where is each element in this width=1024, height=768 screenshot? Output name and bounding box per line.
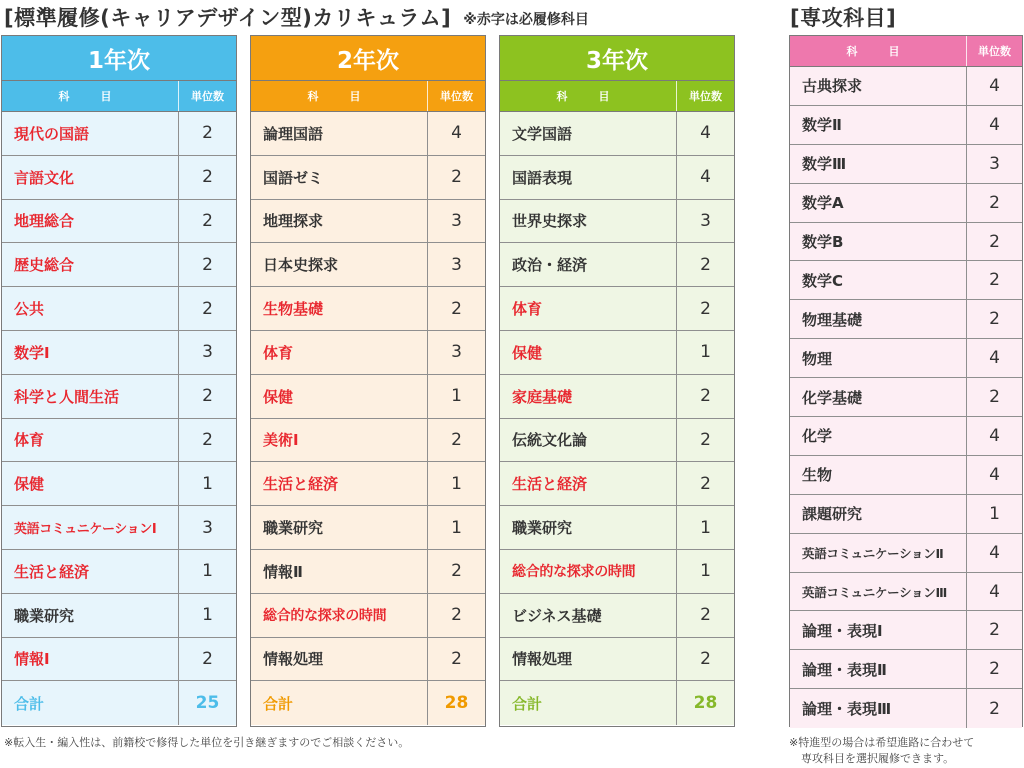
table-row (500, 200, 734, 244)
unit-count: 1 (676, 331, 734, 374)
subject-name: 日本史探求 (263, 256, 339, 275)
subject-name: 家庭基礎 (512, 387, 573, 406)
subject-name: 論理・表現Ⅰ (802, 621, 883, 640)
table-row (2, 287, 236, 331)
table-row (500, 243, 734, 287)
unit-count: 2 (966, 650, 1022, 688)
subject-name: 公共 (14, 300, 45, 319)
total-units: 28 (427, 681, 485, 725)
unit-count: 2 (178, 156, 236, 199)
unit-count: 4 (966, 573, 1022, 611)
subject-name: 文学国語 (512, 124, 573, 143)
table-row (251, 112, 485, 156)
subject-column-header: 科 目 (846, 45, 910, 58)
unit-count: 2 (178, 375, 236, 418)
table-row (790, 145, 1022, 184)
subject-name: ビジネス基礎 (512, 606, 602, 625)
elective-heading (790, 2, 896, 32)
subject-name: 言語文化 (14, 168, 75, 187)
table-row (790, 573, 1022, 612)
year3-rows (500, 112, 734, 725)
table-row (2, 200, 236, 244)
unit-count: 1 (966, 495, 1022, 533)
table-row (500, 419, 734, 463)
subject-name: 世界史探求 (512, 212, 588, 231)
table-row (2, 156, 236, 200)
unit-count: 2 (427, 287, 485, 330)
table-row (790, 261, 1022, 300)
unit-count: 2 (966, 261, 1022, 299)
subject-name: 総合的な探求の時間 (512, 564, 636, 581)
table-row (251, 156, 485, 200)
unit-count: 2 (676, 419, 734, 462)
table-row (790, 417, 1022, 456)
unit-count: 1 (676, 506, 734, 549)
unit-count: 4 (966, 417, 1022, 455)
subject-name: 生活と経済 (14, 562, 90, 581)
subject-name: 地理探求 (263, 212, 324, 231)
subject-name: 数学C (802, 271, 844, 290)
subject-name: 保健 (263, 387, 294, 406)
subject-name: 数学Ⅲ (802, 155, 847, 174)
table-row (790, 611, 1022, 650)
subject-name: 科学と人間生活 (14, 387, 120, 406)
year3-table (499, 35, 735, 727)
unit-count: 3 (427, 200, 485, 243)
subject-name: 化学 (802, 427, 833, 446)
unit-count: 2 (676, 638, 734, 681)
table-row (790, 456, 1022, 495)
table-row (251, 243, 485, 287)
subject-name: 論理・表現Ⅱ (802, 660, 887, 679)
subject-name: 生活と経済 (512, 475, 588, 494)
unit-count: 3 (427, 331, 485, 374)
table-row (500, 375, 734, 419)
subject-name: 論理・表現Ⅲ (802, 700, 892, 719)
subject-name: 体育 (263, 343, 294, 362)
unit-count: 1 (178, 594, 236, 637)
unit-count: 2 (966, 300, 1022, 338)
unit-count: 2 (427, 419, 485, 462)
unit-count: 4 (966, 534, 1022, 572)
table-row (500, 156, 734, 200)
subject-name: 職業研究 (14, 606, 75, 625)
table-row (2, 594, 236, 638)
subject-name: 情報Ⅰ (14, 650, 50, 669)
table-row (2, 375, 236, 419)
unit-count: 2 (966, 689, 1022, 728)
subject-name: 生物 (802, 466, 833, 485)
subject-name: 職業研究 (512, 519, 573, 538)
subject-name: 体育 (512, 300, 543, 319)
table-row (251, 462, 485, 506)
unit-count: 2 (178, 419, 236, 462)
total-row (500, 681, 734, 725)
unit-count: 2 (427, 594, 485, 637)
unit-count: 2 (676, 243, 734, 286)
unit-count: 2 (966, 184, 1022, 222)
subject-name: 体育 (14, 431, 45, 450)
table-row (500, 331, 734, 375)
subject-name: 物理 (802, 349, 833, 368)
subject-name: 国語ゼミ (263, 168, 324, 187)
subject-name: 英語コミュニケーションⅡ (802, 545, 944, 561)
unit-count: 1 (178, 462, 236, 505)
table-row (2, 243, 236, 287)
total-row (251, 681, 485, 725)
elective-footnote-line2: 専攻科目を選択履修できます。 (801, 752, 955, 765)
unit-count: 3 (178, 506, 236, 549)
subject-name: 数学Ⅱ (802, 116, 842, 135)
subject-name: 情報Ⅱ (263, 562, 303, 581)
unit-count: 2 (966, 223, 1022, 261)
subject-name: 情報処理 (263, 650, 324, 669)
unit-count: 2 (427, 638, 485, 681)
subject-name: 美術Ⅰ (263, 431, 299, 450)
table-row (500, 594, 734, 638)
subject-name: 英語コミュニケーションⅠ (14, 522, 157, 538)
total-units: 25 (178, 681, 236, 725)
transfer-footnote: ※転入生・編入性は、前籍校で修得した単位を引き継ぎますのでご相談ください。 (4, 736, 410, 749)
column-header (2, 81, 236, 112)
table-row (251, 287, 485, 331)
table-row (790, 650, 1022, 689)
table-row (251, 550, 485, 594)
total-units: 28 (676, 681, 734, 725)
unit-count: 4 (966, 67, 1022, 105)
table-row (500, 112, 734, 156)
total-row (2, 681, 236, 725)
year-title: 1年次 (2, 36, 236, 81)
table-row (251, 638, 485, 682)
unit-count: 2 (676, 462, 734, 505)
unit-count: 2 (427, 156, 485, 199)
year1-rows (2, 112, 236, 725)
table-row (500, 638, 734, 682)
unit-count: 2 (178, 243, 236, 286)
table-row (2, 419, 236, 463)
unit-count: 2 (178, 287, 236, 330)
unit-count: 3 (676, 200, 734, 243)
unit-count: 3 (178, 331, 236, 374)
page-title: [標準履修(キャリアデザイン型)カリキュラム] (4, 6, 452, 30)
table-row (500, 287, 734, 331)
subject-name: 地理総合 (14, 212, 75, 231)
unit-count: 1 (676, 550, 734, 593)
total-label: 合計 (512, 694, 543, 713)
unit-count: 1 (427, 375, 485, 418)
table-row (790, 223, 1022, 262)
unit-count: 2 (676, 594, 734, 637)
subject-name: 総合的な探求の時間 (263, 608, 387, 625)
unit-count: 2 (427, 550, 485, 593)
table-row (790, 378, 1022, 417)
year2-rows (251, 112, 485, 725)
table-row (790, 534, 1022, 573)
table-row (790, 184, 1022, 223)
subject-name: 政治・経済 (512, 256, 588, 275)
table-row (251, 375, 485, 419)
units-column-header: 単位数 (676, 81, 734, 111)
curriculum-heading (4, 2, 589, 32)
unit-count: 4 (966, 339, 1022, 377)
units-column-header: 単位数 (427, 81, 485, 111)
table-row (2, 506, 236, 550)
subject-name: 歴史総合 (14, 256, 75, 275)
column-header (790, 36, 1022, 67)
table-row (2, 638, 236, 682)
units-column-header: 単位数 (178, 81, 236, 111)
table-row (2, 462, 236, 506)
elective-title: [専攻科目] (790, 6, 897, 30)
table-row (790, 67, 1022, 106)
table-row (500, 506, 734, 550)
table-row (251, 331, 485, 375)
units-column-header: 単位数 (966, 36, 1022, 66)
table-row (2, 331, 236, 375)
subject-name: 伝統文化論 (512, 431, 588, 450)
subject-name: 数学A (802, 194, 844, 213)
unit-count: 2 (676, 287, 734, 330)
year-title: 3年次 (500, 36, 734, 81)
column-header (500, 81, 734, 112)
subject-name: 英語コミュニケーションⅢ (802, 584, 947, 600)
subject-name: 物理基礎 (802, 310, 863, 329)
unit-count: 2 (966, 611, 1022, 649)
subject-name: 職業研究 (263, 519, 324, 538)
unit-count: 4 (427, 112, 485, 155)
unit-count: 4 (966, 456, 1022, 494)
unit-count: 2 (178, 200, 236, 243)
subject-name: 化学基礎 (802, 388, 863, 407)
subject-name: 課題研究 (802, 505, 863, 524)
subject-name: 生物基礎 (263, 300, 324, 319)
subject-name: 保健 (14, 475, 45, 494)
unit-count: 2 (178, 638, 236, 681)
elective-rows (790, 67, 1022, 728)
subject-name: 保健 (512, 343, 543, 362)
subject-name: 国語表現 (512, 168, 573, 187)
elective-table (789, 35, 1023, 727)
unit-count: 4 (676, 156, 734, 199)
unit-count: 1 (178, 550, 236, 593)
subject-name: 数学B (802, 233, 844, 251)
table-row (500, 462, 734, 506)
total-label: 合計 (263, 694, 294, 713)
elective-footnote (789, 735, 974, 767)
unit-count: 4 (966, 106, 1022, 144)
subject-name: 生活と経済 (263, 475, 339, 494)
subject-column-header: 科 目 (556, 90, 620, 103)
table-row (500, 550, 734, 594)
table-row (251, 200, 485, 244)
unit-count: 4 (676, 112, 734, 155)
elective-footnote-line1: ※特進型の場合は希望進路に合わせて (789, 736, 975, 749)
unit-count: 3 (966, 145, 1022, 183)
subject-name: 情報処理 (512, 650, 573, 669)
table-row (251, 594, 485, 638)
year-title: 2年次 (251, 36, 485, 81)
unit-count: 3 (427, 243, 485, 286)
table-row (790, 495, 1022, 534)
column-header (251, 81, 485, 112)
year2-table (250, 35, 486, 727)
unit-count: 2 (676, 375, 734, 418)
table-row (790, 300, 1022, 339)
table-row (790, 339, 1022, 378)
subject-column-header: 科 目 (58, 90, 122, 103)
table-row (2, 112, 236, 156)
subject-name: 数学Ⅰ (14, 343, 50, 362)
subject-column-header: 科 目 (307, 90, 371, 103)
unit-count: 1 (427, 506, 485, 549)
unit-count: 1 (427, 462, 485, 505)
required-note: ※赤字は必履修科目 (463, 12, 589, 28)
table-row (2, 550, 236, 594)
table-row (251, 506, 485, 550)
table-row (790, 689, 1022, 728)
table-row (790, 106, 1022, 145)
table-row (251, 419, 485, 463)
year1-table (1, 35, 237, 727)
subject-name: 古典探求 (802, 77, 863, 96)
subject-name: 論理国語 (263, 124, 324, 143)
unit-count: 2 (178, 112, 236, 155)
subject-name: 現代の国語 (14, 124, 90, 143)
unit-count: 2 (966, 378, 1022, 416)
total-label: 合計 (14, 694, 45, 713)
